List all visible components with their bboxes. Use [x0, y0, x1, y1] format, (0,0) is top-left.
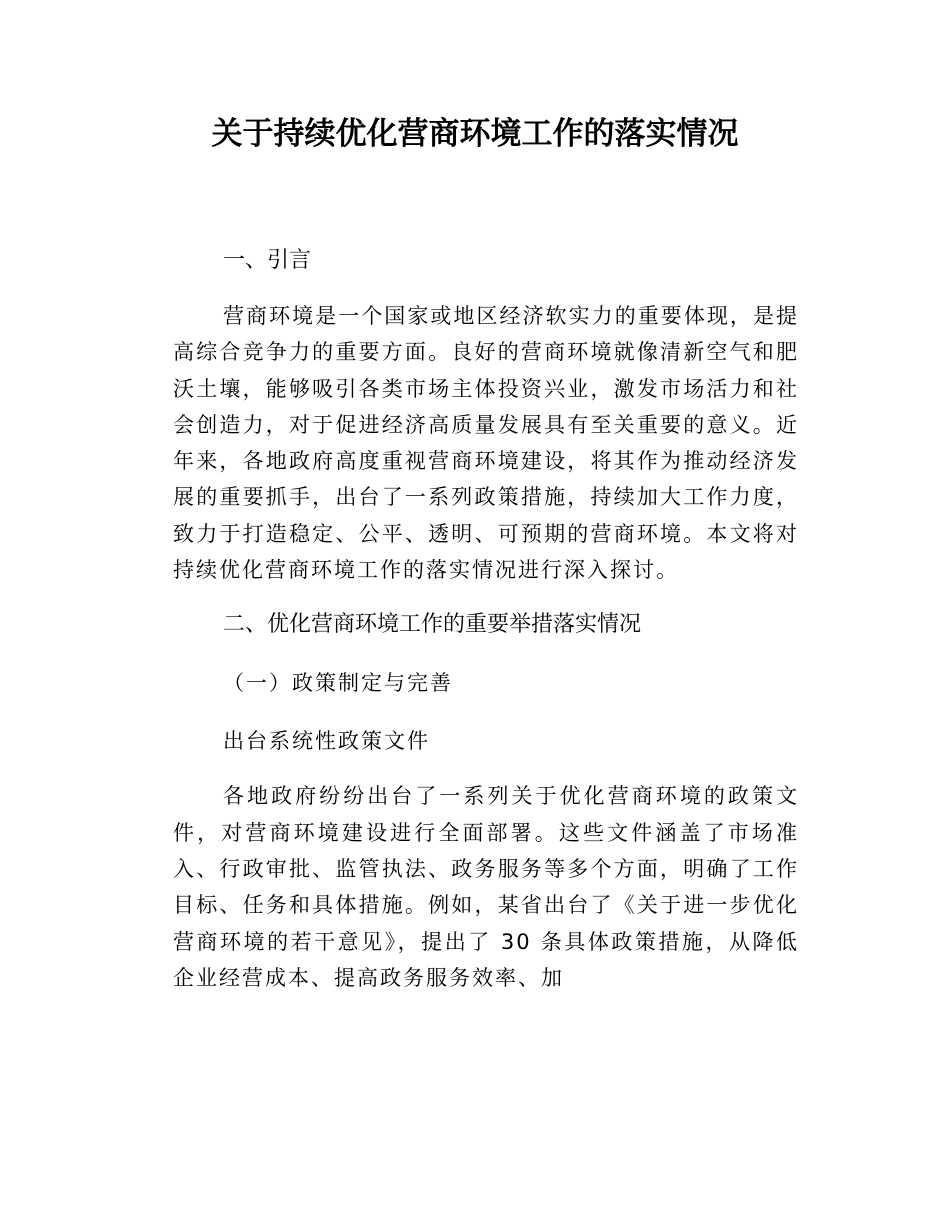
paragraph-policy-documents: 各地政府纷纷出台了一系列关于优化营商环境的政策文件，对营商环境建设进行全面部署。这些文件涵盖了市场准入、行政审批、监管执法、政务服务等多个方面，明确了工作目标、任务和具体措施。例如，某省出台了《关于进一步优化营商环境的若干意见》，提出了 30 条具体政策措施，从降低企业经营成本、提高政务服务效率、加 [173, 784, 799, 990]
spacer [173, 704, 799, 720]
document-body [173, 240, 799, 996]
item-heading-policy-documents: 出台系统性政策文件 [223, 729, 430, 754]
paragraph-introduction: 营商环境是一个国家或地区经济软实力的重要体现，是提高综合竞争力的重要方面。良好的营商环境就像清新空气和肥沃土壤，能够吸引各类市场主体投资兴业，激发市场活力和社会创造力，对于促进经济高质量发展具有至关重要的意义。近年来，各地政府高度重视营商环境建设，将其作为推动经济发展的重要抓手，出台了一系列政策措施，持续加大工作力度，致力于打造稳定、公平、透明、可预期的营商环境。本文将对持续优化营商环境工作的落实情况进行深入探讨。 [173, 304, 799, 583]
spacer [173, 588, 799, 604]
spacer [173, 282, 799, 298]
subsection-heading-policy: （一）政策制定与完善 [223, 671, 453, 696]
section-heading-measures: 二、优化营商环境工作的重要举措落实情况 [223, 612, 642, 638]
spacer [173, 762, 799, 778]
spacer [173, 646, 799, 662]
section-heading-introduction: 一、引言 [223, 248, 312, 273]
document-title: 关于持续优化营商环境工作的落实情况 [211, 116, 739, 152]
